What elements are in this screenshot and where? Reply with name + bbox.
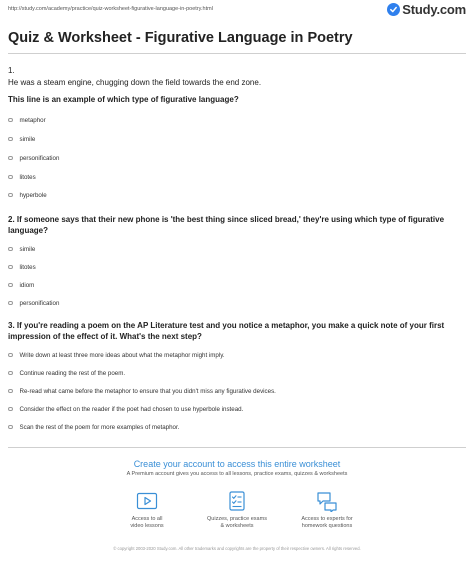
question-1-option[interactable] (8, 115, 46, 125)
page-title: Quiz & Worksheet - Figurative Language in Poetry (8, 30, 353, 46)
feature-caption (187, 516, 287, 530)
option-label: personification (19, 299, 60, 307)
option-label: litotes (19, 263, 36, 271)
feature-caption-line: video lessons (130, 523, 164, 529)
feature-caption-line: & worksheets (220, 523, 254, 529)
question-3-option[interactable] (8, 422, 179, 432)
radio-circle-icon[interactable] (8, 175, 13, 180)
option-label: Scan the rest of the poem for more examples of metaphor. (19, 423, 180, 431)
question-3-option[interactable] (8, 368, 125, 378)
radio-circle-icon[interactable] (8, 371, 13, 376)
radio-circle-icon[interactable] (8, 247, 13, 252)
question-1-number: 1. (8, 66, 15, 75)
radio-circle-icon[interactable] (8, 118, 13, 123)
option-label: metaphor (19, 116, 46, 124)
question-1-quote: He was a steam engine, chugging down the field towards the end zone. (8, 78, 262, 87)
study-logo[interactable] (387, 2, 466, 17)
radio-circle-icon[interactable] (8, 425, 13, 430)
question-2-prompt: 2. If someone says that their new phone is 'the best thing since sliced bread,' they're using which type of figurative language? (8, 215, 445, 235)
quiz-checklist-icon (226, 490, 248, 512)
feature-experts (277, 490, 377, 530)
copyright-notice: © copyright 2003-2020 Study.com. All other trademarks and copyrights are the property of their respective owners. All rights reserved. (113, 546, 361, 551)
title-divider (8, 53, 466, 54)
feature-caption (97, 516, 197, 530)
create-account-link[interactable]: Create your account to access this entire worksheet (133, 459, 341, 469)
option-label: simile (19, 245, 36, 253)
logo-text: Study.com (402, 2, 466, 17)
question-3-prompt: 3. If you're reading a poem on the AP Literature test and you notice a metaphor, you make a quick note of your first impression of the effect of it. What's the next step? (8, 321, 445, 341)
radio-circle-icon[interactable] (8, 301, 13, 306)
question-3-option[interactable] (8, 386, 276, 396)
option-label: Consider the effect on the reader if the poet had chosen to use hyperbole instead. (19, 405, 244, 413)
logo-check-icon (387, 3, 400, 16)
promo-subtitle: A Premium account gives you access to all lessons, practice exams, quizzes & worksheets (126, 471, 348, 477)
radio-circle-icon[interactable] (8, 137, 13, 142)
feature-caption-line: Quizzes, practice exams (207, 516, 267, 522)
feature-caption (277, 516, 377, 530)
question-3-option[interactable] (8, 404, 243, 414)
option-label: Continue reading the rest of the poem. (19, 369, 126, 377)
promo-divider (8, 447, 466, 448)
option-label: simile (19, 135, 36, 143)
video-play-icon (136, 490, 158, 512)
option-label: Re-read what came before the metaphor to ensure that you didn't miss any figurative devices. (19, 387, 276, 395)
feature-video-lessons (97, 490, 197, 530)
option-label: idiom (19, 281, 35, 289)
feature-caption-line: Access to experts for (301, 516, 353, 522)
question-3-option[interactable] (8, 350, 225, 360)
option-label: hyperbole (19, 191, 47, 199)
question-2-option[interactable] (8, 280, 34, 290)
radio-circle-icon[interactable] (8, 156, 13, 161)
feature-caption-line: homework questions (301, 523, 353, 529)
radio-circle-icon[interactable] (8, 265, 13, 270)
expert-chat-icon (316, 490, 338, 512)
question-2-option[interactable] (8, 244, 35, 254)
question-2-option[interactable] (8, 262, 36, 272)
top-bar (0, 0, 474, 20)
radio-circle-icon[interactable] (8, 407, 13, 412)
page-url: http://study.com/academy/practice/quiz-worksheet-figurative-language-in-poetry.html (8, 6, 213, 12)
question-1-option[interactable] (8, 153, 59, 163)
feature-caption-line: Access to all (131, 516, 163, 522)
radio-circle-icon[interactable] (8, 389, 13, 394)
option-label: Write down at least three more ideas about what the metaphor might imply. (19, 351, 225, 359)
radio-circle-icon[interactable] (8, 283, 13, 288)
option-label: litotes (19, 173, 36, 181)
feature-quizzes (187, 490, 287, 530)
option-label: personification (19, 154, 60, 162)
radio-circle-icon[interactable] (8, 193, 13, 198)
question-2-option[interactable] (8, 298, 59, 308)
question-1-option[interactable] (8, 134, 35, 144)
radio-circle-icon[interactable] (8, 353, 13, 358)
question-1-option[interactable] (8, 172, 36, 182)
question-1-prompt: This line is an example of which type of figurative language? (8, 95, 239, 104)
question-1-option[interactable] (8, 190, 47, 200)
